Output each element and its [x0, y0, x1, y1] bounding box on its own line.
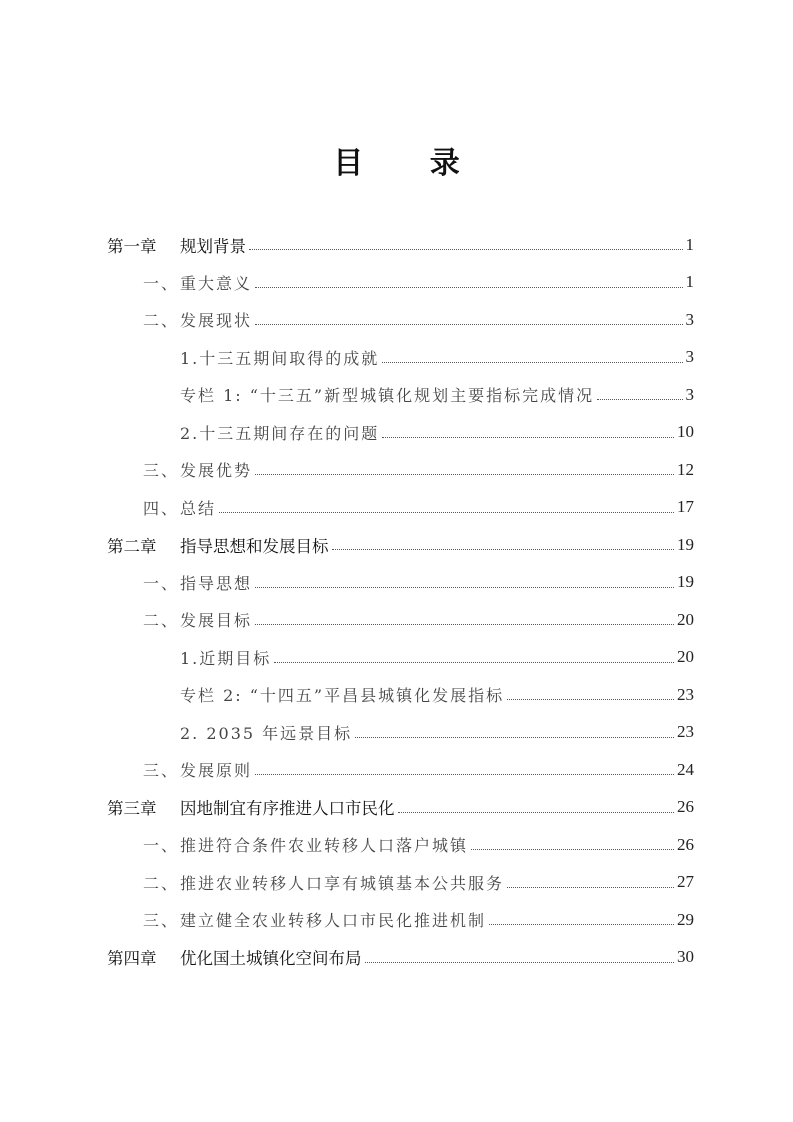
dot-leader — [507, 699, 674, 700]
toc-subsection-entry[interactable] — [107, 376, 694, 414]
entry-title: 重大意义 — [180, 273, 253, 293]
page-number: 23 — [677, 722, 694, 742]
dot-leader — [255, 624, 674, 625]
entry-number: 二、 — [143, 611, 180, 631]
entry-number: 一、 — [143, 836, 180, 856]
page-title: 目 录 — [333, 146, 488, 181]
dot-leader — [274, 662, 674, 663]
entry-title: 总结 — [180, 498, 217, 518]
toc-section-entry[interactable] — [107, 301, 694, 339]
page-number: 19 — [677, 534, 694, 554]
dot-leader — [255, 287, 682, 288]
page-number: 26 — [677, 797, 694, 817]
toc-subsection-entry[interactable] — [107, 714, 694, 752]
page-number: 1 — [685, 272, 694, 292]
entry-title: 指导思想和发展目标 — [180, 536, 329, 556]
page-number: 23 — [677, 684, 694, 704]
toc-section-entry[interactable] — [107, 901, 694, 939]
toc-subsection-entry[interactable] — [107, 639, 694, 677]
page-number: 29 — [677, 909, 694, 929]
toc-section-entry[interactable] — [107, 264, 694, 302]
entry-number: 三、 — [143, 461, 180, 481]
toc-section-entry[interactable] — [107, 751, 694, 789]
toc-section-entry[interactable] — [107, 826, 694, 864]
page-number: 3 — [685, 384, 694, 404]
dot-leader — [365, 962, 675, 963]
page-number: 26 — [677, 834, 694, 854]
entry-number: 第一章 — [107, 236, 157, 256]
page-number: 10 — [677, 422, 694, 442]
entry-number: 第三章 — [107, 799, 157, 819]
toc-chapter-entry[interactable] — [107, 939, 694, 977]
entry-title: 1.十三五期间取得的成就 — [180, 348, 380, 368]
entry-title: 发展现状 — [180, 311, 253, 331]
entry-title: 发展原则 — [180, 761, 253, 781]
entry-number: 第四章 — [107, 949, 157, 969]
dot-leader — [507, 887, 674, 888]
entry-number: 四、 — [143, 498, 180, 518]
page-number: 17 — [677, 497, 694, 517]
dot-leader — [255, 324, 682, 325]
toc-chapter-entry[interactable] — [107, 526, 694, 564]
entry-title: 推进农业转移人口享有城镇基本公共服务 — [180, 873, 505, 893]
page-number: 3 — [685, 347, 694, 367]
page-number: 20 — [677, 609, 694, 629]
entry-number: 一、 — [143, 573, 180, 593]
dot-leader — [255, 587, 674, 588]
entry-title: 专栏 2: “十四五”平昌县城镇化发展指标 — [180, 686, 505, 706]
entry-number: 三、 — [143, 761, 180, 781]
toc-section-entry[interactable] — [107, 864, 694, 902]
toc-section-entry[interactable] — [107, 451, 694, 489]
page-number: 20 — [677, 647, 694, 667]
dot-leader — [219, 512, 674, 513]
dot-leader — [489, 924, 674, 925]
dot-leader — [382, 362, 682, 363]
toc-section-entry[interactable] — [107, 601, 694, 639]
entry-title: 建立健全农业转移人口市民化推进机制 — [180, 911, 487, 931]
page-number: 30 — [677, 947, 694, 967]
toc-subsection-entry[interactable] — [107, 414, 694, 452]
page-number: 1 — [685, 234, 694, 254]
entry-number: 第二章 — [107, 536, 157, 556]
entry-title: 2. 2035 年远景目标 — [180, 723, 353, 743]
toc-chapter-entry[interactable] — [107, 226, 694, 264]
entry-title: 专栏 1: “十三五”新型城镇化规划主要指标完成情况 — [180, 386, 595, 406]
entry-title: 规划背景 — [180, 236, 246, 256]
page-number: 24 — [677, 759, 694, 779]
entry-title: 发展优势 — [180, 461, 253, 481]
entry-title: 发展目标 — [180, 611, 253, 631]
page-number: 19 — [677, 572, 694, 592]
dot-leader — [355, 737, 674, 738]
dot-leader — [382, 437, 674, 438]
entry-number: 二、 — [143, 873, 180, 893]
dot-leader — [255, 474, 674, 475]
dot-leader — [471, 849, 674, 850]
page-number: 27 — [677, 872, 694, 892]
dot-leader — [398, 812, 675, 813]
table-of-contents — [107, 226, 694, 976]
toc-section-entry[interactable] — [107, 489, 694, 527]
toc-chapter-entry[interactable] — [107, 789, 694, 827]
toc-subsection-entry[interactable] — [107, 676, 694, 714]
entry-title: 指导思想 — [180, 573, 253, 593]
toc-subsection-entry[interactable] — [107, 339, 694, 377]
dot-leader — [249, 249, 683, 250]
dot-leader — [332, 549, 675, 550]
entry-title: 2.十三五期间存在的问题 — [180, 423, 380, 443]
page-number: 3 — [685, 309, 694, 329]
entry-number: 二、 — [143, 311, 180, 331]
entry-title: 1.近期目标 — [180, 648, 272, 668]
dot-leader — [255, 774, 674, 775]
entry-title: 优化国土城镇化空间布局 — [180, 949, 362, 969]
dot-leader — [597, 399, 682, 400]
page-number: 12 — [677, 459, 694, 479]
entry-title: 推进符合条件农业转移人口落户城镇 — [180, 836, 469, 856]
entry-number: 一、 — [143, 273, 180, 293]
entry-number: 三、 — [143, 911, 180, 931]
toc-section-entry[interactable] — [107, 564, 694, 602]
entry-title: 因地制宜有序推进人口市民化 — [180, 799, 395, 819]
